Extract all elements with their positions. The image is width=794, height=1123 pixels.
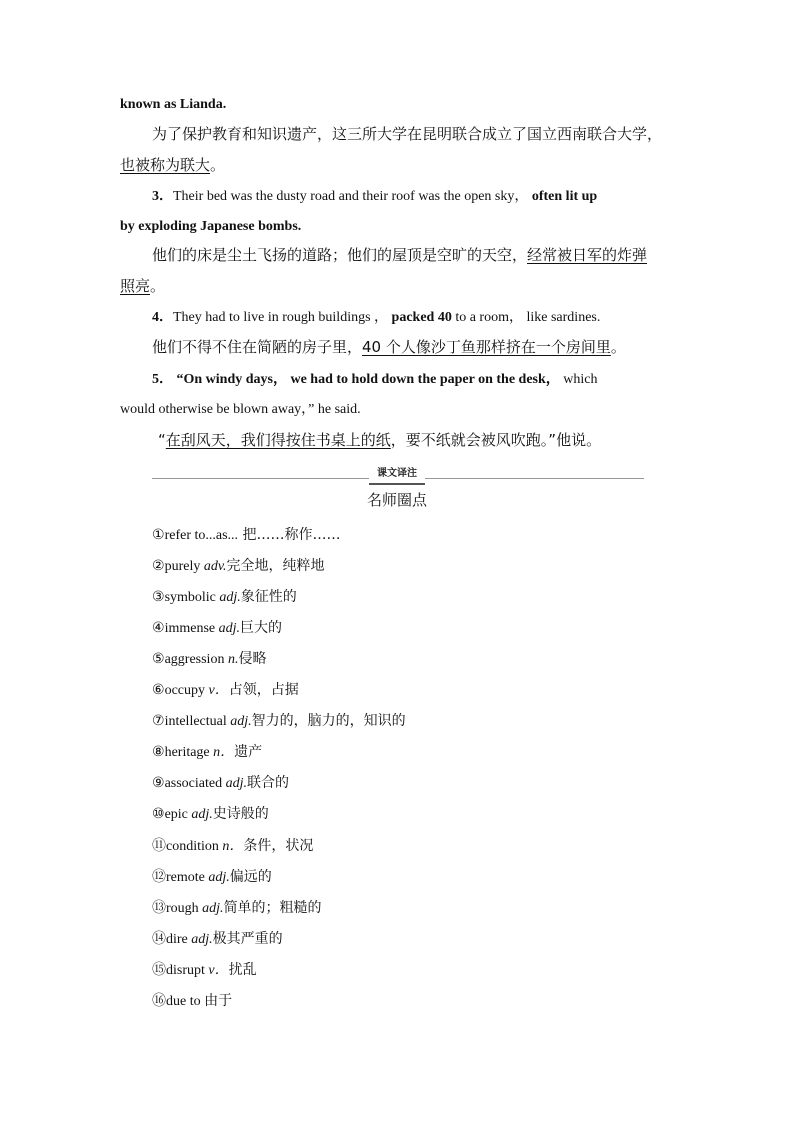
vocab-item — [152, 928, 283, 948]
sentence-number: 3． — [152, 189, 173, 204]
part-of-speech: adj. — [191, 932, 213, 947]
part-of-speech: adj. — [219, 590, 241, 605]
sentence-5-en-line2 — [120, 403, 361, 417]
sentence-5-en-line1 — [152, 373, 598, 387]
meaning: 遗产 — [234, 744, 263, 760]
vocab-item — [152, 710, 406, 730]
vocab-word: refer to...as... — [164, 528, 239, 543]
vocab-word: rough — [166, 901, 203, 916]
vocab-word: intellectual — [164, 714, 231, 729]
part-of-speech: n． — [213, 745, 235, 760]
vocab-word: purely — [164, 559, 204, 574]
vocab-item — [152, 555, 325, 575]
item-number: ⑫ — [152, 869, 166, 885]
item-number: ⑬ — [152, 900, 166, 916]
bold-phrase: “On windy days， we had to hold down the paper on the desk， — [176, 372, 560, 387]
meaning: 完全地，纯粹地 — [226, 558, 325, 574]
meaning: 史诗般的 — [212, 806, 269, 822]
vocab-item — [152, 679, 299, 699]
meaning: 联合的 — [246, 775, 289, 791]
item-number: ② — [152, 558, 165, 574]
item-number: ⑧ — [152, 744, 165, 760]
item-number: ⑩ — [152, 806, 165, 822]
para-2-zh-line2 — [120, 158, 225, 173]
part-of-speech: v． — [208, 963, 229, 978]
part-of-speech: v． — [208, 683, 229, 698]
item-number: ① — [152, 527, 165, 543]
item-number: ⑭ — [152, 931, 166, 947]
text: 。 — [610, 338, 626, 356]
bold-phrase: packed 40 — [391, 310, 452, 325]
part-of-speech: adv. — [203, 559, 227, 574]
sentence-3-en-line1 — [152, 190, 597, 204]
item-number: ⑤ — [152, 651, 165, 667]
vocab-word: aggression — [164, 652, 228, 667]
meaning: 象征性的 — [240, 589, 297, 605]
vocab-item — [152, 897, 322, 917]
part-of-speech: adj. — [218, 621, 240, 636]
item-number: ⑥ — [152, 682, 165, 698]
sentence-3-zh-line1 — [152, 248, 647, 263]
text: Their bed was the dusty road and their roof was the open sky， — [173, 189, 529, 204]
meaning: 极其严重的 — [212, 931, 283, 947]
text: known as Lianda. — [120, 97, 227, 112]
vocab-word: occupy — [164, 683, 209, 698]
vocab-word: associated — [164, 776, 226, 791]
vocab-word: due to — [166, 994, 205, 1009]
item-number: ④ — [152, 620, 165, 636]
vocab-word: condition — [166, 839, 223, 854]
text: to a room， like sardines. — [455, 310, 601, 325]
meaning: 侵略 — [238, 651, 267, 667]
sentence-number: 4． — [152, 310, 173, 325]
underlined-translation: 40 个人像沙丁鱼那样挤在一个房间里 — [362, 338, 611, 356]
underlined-translation: 在刮风天，我们得按住书桌上的纸 — [165, 431, 391, 449]
item-number: ⑦ — [152, 713, 165, 729]
meaning: 占领，占据 — [228, 682, 299, 698]
text: would otherwise be blown away，” he said. — [120, 402, 361, 417]
text: 他们不得不住在简陋的房子里， — [152, 338, 363, 356]
sentence-4-zh — [152, 340, 626, 355]
item-number: ⑪ — [152, 838, 166, 854]
text: 他们的床是尘土飞扬的道路；他们的屋顶是空旷的天空， — [152, 246, 528, 264]
meaning: 智力的，脑力的，知识的 — [251, 713, 406, 729]
part-of-speech: adj. — [191, 807, 213, 822]
item-number: ⑯ — [152, 993, 166, 1009]
bold-phrase: by exploding Japanese bombs. — [120, 219, 302, 234]
vocab-word: disrupt — [166, 963, 209, 978]
meaning: 条件，状况 — [243, 838, 314, 854]
vocab-word: symbolic — [164, 590, 220, 605]
meaning: 把……称作…… — [238, 527, 341, 543]
meaning: 扰乱 — [228, 962, 257, 978]
text: “ — [158, 431, 166, 449]
underlined-translation: 经常被日军的炸弹 — [527, 246, 648, 264]
section-tag: 课文译注 — [369, 467, 425, 485]
text: which — [563, 372, 598, 387]
sentence-3-zh-line2 — [120, 279, 165, 294]
bold-phrase: often lit up — [531, 189, 598, 204]
vocab-item — [152, 524, 340, 544]
para-2-zh-line1 — [152, 127, 662, 142]
section-title — [0, 493, 794, 508]
part-of-speech: adj. — [208, 870, 230, 885]
vocab-word: remote — [166, 870, 209, 885]
vocab-item — [152, 617, 282, 637]
para-1-end — [120, 98, 226, 112]
underlined-translation: 照亮 — [120, 277, 151, 295]
vocab-item — [152, 772, 289, 792]
vocab-word: immense — [164, 621, 219, 636]
sentence-number: 5． — [152, 372, 173, 387]
vocab-word: heritage — [164, 745, 214, 760]
vocab-item — [152, 803, 269, 823]
vocab-item — [152, 741, 262, 761]
vocab-word: epic — [164, 807, 192, 822]
vocab-item — [152, 990, 232, 1010]
vocab-item — [152, 866, 272, 886]
part-of-speech: adj. — [225, 776, 247, 791]
meaning: 偏远的 — [229, 869, 272, 885]
part-of-speech: n. — [227, 652, 239, 667]
part-of-speech: n． — [222, 839, 244, 854]
part-of-speech: adj. — [230, 714, 252, 729]
sentence-5-zh — [158, 433, 601, 448]
text: They had to live in rough buildings ， — [173, 310, 389, 325]
sentence-4-en — [152, 311, 600, 325]
item-number: ⑮ — [152, 962, 166, 978]
meaning: 巨大的 — [240, 620, 282, 636]
item-number: ⑨ — [152, 775, 165, 791]
text: 。 — [150, 277, 166, 295]
vocab-item — [152, 835, 313, 855]
vocab-item — [152, 586, 297, 606]
text: 为了保护教育和知识遗产，这三所大学在昆明联合成立了国立西南联合大学， — [152, 125, 663, 143]
meaning: 由于 — [204, 993, 233, 1009]
meaning: 简单的；粗糙的 — [223, 900, 322, 916]
vocab-word: dire — [166, 932, 192, 947]
section-title-text: 名师圈点 — [366, 491, 427, 509]
vocab-item — [152, 959, 257, 979]
underlined-translation: 也被称为联大 — [120, 156, 211, 174]
text: 。 — [210, 156, 226, 174]
vocab-item — [152, 648, 266, 668]
text: ，要不纸就会被风吹跑。”他说。 — [390, 431, 602, 449]
sentence-3-en-line2 — [120, 220, 301, 234]
item-number: ③ — [152, 589, 165, 605]
part-of-speech: adj. — [202, 901, 224, 916]
